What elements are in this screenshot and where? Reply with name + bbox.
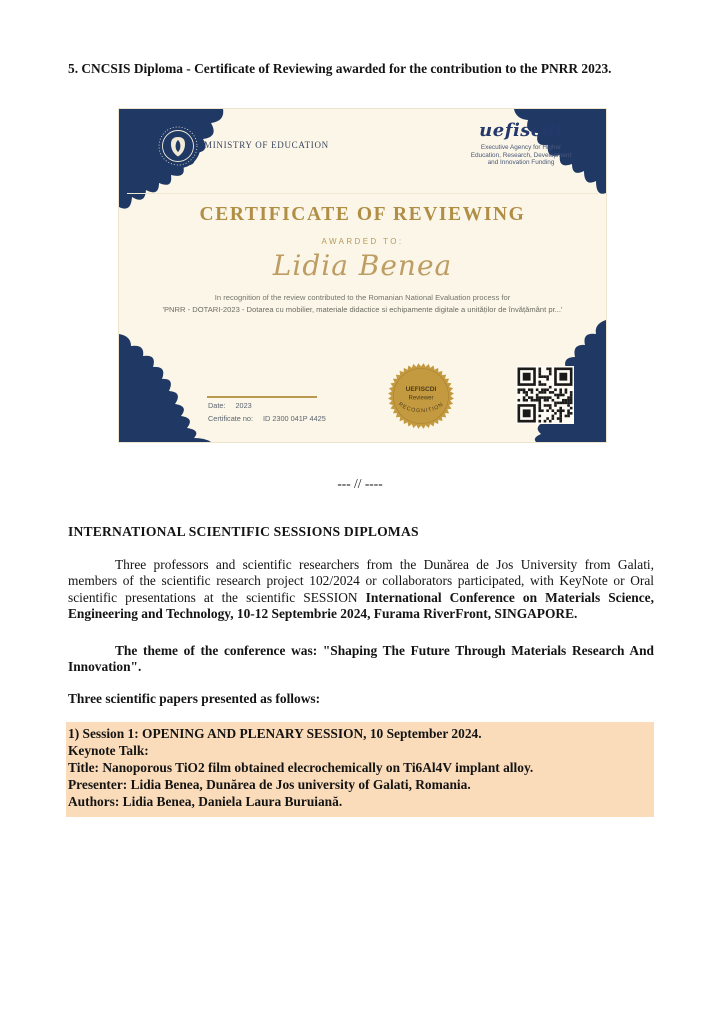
seal-badge [387,362,455,430]
recipient-name: Lidia Benea [272,249,453,282]
seal-arc-text: RECOGNITION [396,401,446,415]
page-title: 5. CNCSIS Diploma - Certificate of Reviewing awarded for the contribution to the PNRR 2023. [68,61,612,76]
conference-paragraph [68,557,654,622]
certificate-title: CERTIFICATE OF REVIEWING [199,204,526,225]
certificate-divider [127,193,598,194]
date-label: Date: [208,401,226,410]
corner-decoration-bottom-left [119,334,211,442]
certificate-date-row [208,401,252,410]
conference-theme-paragraph: The theme of the conference was: "Shaping The Future Through Materials Research And Innovation". [68,643,654,675]
recognition-text-line1: In recognition of the review contributed to the Romanian National Evaluation process for [214,293,511,302]
agency-subtitle-line: Executive Agency for Higher [480,144,562,151]
agency-subtitle-line: and Innovation Funding [487,159,555,167]
uefiscdi-wordmark: uefiscdi [479,120,563,141]
session1-highlight-block [66,722,654,817]
qr-code [516,366,574,424]
section-separator: --- // ---- [337,476,383,491]
uefiscdi-logo [467,120,575,167]
session1-authors-line: Authors: Lidia Benea, Daniela Laura Buruiană. [68,793,343,809]
certificate-number-value: ID 2300 041P 4425 [263,414,326,423]
recognition-text-line2: 'PNRR - DOTARI-2023 - Dotarea cu mobilier, materiale didactice si echipamente digitale a unităților de învățământ pr...' [162,305,563,314]
signature-line [207,396,317,398]
conference-paragraph-text: Three professors and scientific researchers from the Dunărea de Jos University from Galati, members of the scientific research project 102/2024 or collaborators participated, with KeyNote or Oral scientific presentations at the scientific SESSION [68,557,654,605]
romanian-government-emblem-icon [155,123,201,169]
section-heading: INTERNATIONAL SCIENTIFIC SESSIONS DIPLOMAS [68,524,419,539]
ministry-label: MINISTRY OF EDUCATION [204,140,329,150]
conference-name-bold: International Conference on Materials Science, Engineering and Technology, 10-12 Septembrie 2024, Furama RiverFront, SINGAPORE. [68,589,654,621]
session1-presenter-line: Presenter: Lidia Benea, Dunărea de Jos university of Galati, Romania. [68,776,471,792]
seal-subtitle: Reviewer [408,395,434,402]
papers-intro-line: Three scientific papers presented as follows: [68,691,321,706]
certificate-number-label: Certificate no: [208,414,254,423]
awarded-to-label: AWARDED TO: [321,237,404,246]
certificate-image [118,108,607,443]
session1-paper-title-line: Title: Nanoporous TiO2 film obtained elecrochemically on Ti6Al4V implant alloy. [68,759,534,775]
agency-subtitle-line: Education, Research, Development [470,151,572,159]
session1-keynote-line: Keynote Talk: [68,742,149,758]
seal-title: UEFISCDI [405,386,437,393]
date-value: 2023 [235,401,252,410]
certificate-number-row [208,414,326,423]
session1-title-line: 1) Session 1: OPENING AND PLENARY SESSION, 10 September 2024. [68,726,482,741]
